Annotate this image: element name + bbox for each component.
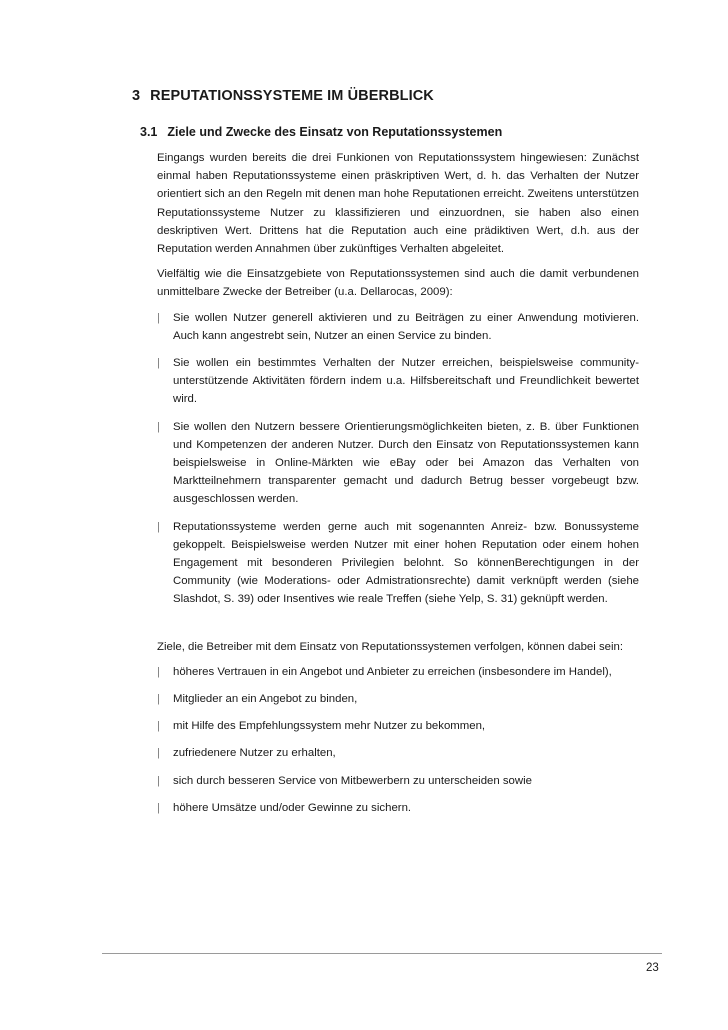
goals-list: [157, 663, 639, 817]
list-item-text: Sie wollen den Nutzern bessere Orientierungsmöglichkeiten bieten, z. B. über Funktionen und Kompetenzen der anderen Nutzer. Durch den Einsatz von Reputationssystemen kann beispielsweise in Online-Märkten wie eBay oder bei Amazon das Verhalten von Marktteilnehmern transparenter gemacht und dadurch Betrug besser vorgebeugt bzw. ausgeschlossen werden.: [173, 420, 639, 506]
list-marker: |: [157, 420, 160, 433]
list-item: [157, 744, 639, 762]
list-marker: |: [157, 747, 160, 760]
list-marker: |: [157, 801, 160, 814]
list-item-text: höhere Umsätze und/oder Gewinne zu sichern.: [173, 801, 412, 814]
chapter-number: 3: [132, 88, 141, 104]
list-item-text: Reputationssysteme werden gerne auch mit sogenannten Anreiz- bzw. Bonussysteme gekoppelt. Beispielsweise werden Nutzer mit einer hohen Reputation oder einem hohen Engagement mit besonderen Privilegien belohnt. So könnenBerechtigungen in der Community (wie Moderations- oder Admistrationsrechte) damit verknüpft werden (siehe Slashdot, S. 39) oder Insentives wie reale Treffen (siehe Yelp, S. 31) geknüpft werden.: [173, 520, 639, 606]
list-item-text: Sie wollen ein bestimmtes Verhalten der Nutzer erreichen, beispielsweise community-unterstützende Aktivitäten fördern indem u.a. Hilfsbereitschaft und Freundlichkeit bewertet wird.: [173, 357, 639, 406]
purposes-intro-paragraph: Vielfältig wie die Einsatzgebiete von Reputationssystemen sind auch die damit verbundenen unmittelbare Zwecke der Betreiber (u.a. Dellarocas, 2009):: [157, 268, 639, 299]
footer-divider: [102, 953, 662, 954]
chapter-title: REPUTATIONSSYSTEME IM ÜBERBLICK: [150, 88, 434, 104]
goals-intro-paragraph: Ziele, die Betreiber mit dem Einsatz von Reputationssystemen verfolgen, können dabei sein:: [157, 640, 624, 653]
list-item-text: höheres Vertrauen in ein Angebot und Anbieter zu erreichen (insbesondere im Handel),: [173, 665, 612, 678]
chapter-heading: [132, 88, 434, 104]
list-item: [157, 799, 639, 817]
list-item-text: sich durch besseren Service von Mitbewerbern zu unterscheiden sowie: [173, 774, 532, 787]
list-item-text: Mitglieder an ein Angebot zu binden,: [173, 693, 358, 706]
list-item: [157, 663, 639, 681]
list-item: [157, 772, 639, 790]
list-marker: |: [157, 693, 160, 706]
list-item: [157, 518, 639, 609]
page-number: 23: [646, 962, 659, 974]
purposes-list: [157, 309, 639, 609]
list-item: [157, 309, 639, 345]
list-marker: |: [157, 311, 160, 324]
list-item-text: mit Hilfe des Empfehlungssystem mehr Nutzer zu bekommen,: [173, 720, 486, 733]
section-title: Ziele und Zwecke des Einsatz von Reputationssystemen: [167, 125, 503, 139]
list-item: [157, 690, 639, 708]
intro-paragraph: Eingangs wurden bereits die drei Funkionen von Reputationssystem hingewiesen: Zunächst einmal haben Reputationssysteme einen präskriptiven Wert, d. h. das Verhalten der Nutzer orientiert sich an den Regeln mit denen man hohe Reputationen erreicht. Zweitens unterstützen Reputationssysteme Nutzer zu klassifizieren und einzuordnen, sie haben also einen deskriptiven Wert. Drittens hat die Reputation auch eine prädiktiven Wert, d.h. aus der Reputation werden Annahmen über zukünftiges Verhalten abgeleitet.: [157, 152, 639, 256]
list-item-text: Sie wollen Nutzer generell aktivieren und zu Beiträgen zu einer Anwendung motivieren. Auch kann angestrebt sein, Nutzer an einen Service zu binden.: [173, 311, 639, 342]
list-item: [157, 354, 639, 409]
list-item-text: zufriedenere Nutzer zu erhalten,: [173, 747, 336, 760]
list-item: [157, 717, 639, 735]
list-marker: |: [157, 357, 160, 370]
section-number: 3.1: [140, 125, 158, 139]
section-heading: [140, 125, 502, 139]
list-marker: |: [157, 774, 160, 787]
list-marker: |: [157, 720, 160, 733]
list-marker: |: [157, 665, 160, 678]
list-item: [157, 418, 639, 509]
body-text: [157, 149, 639, 826]
spacer: [157, 618, 639, 638]
list-marker: |: [157, 520, 160, 533]
